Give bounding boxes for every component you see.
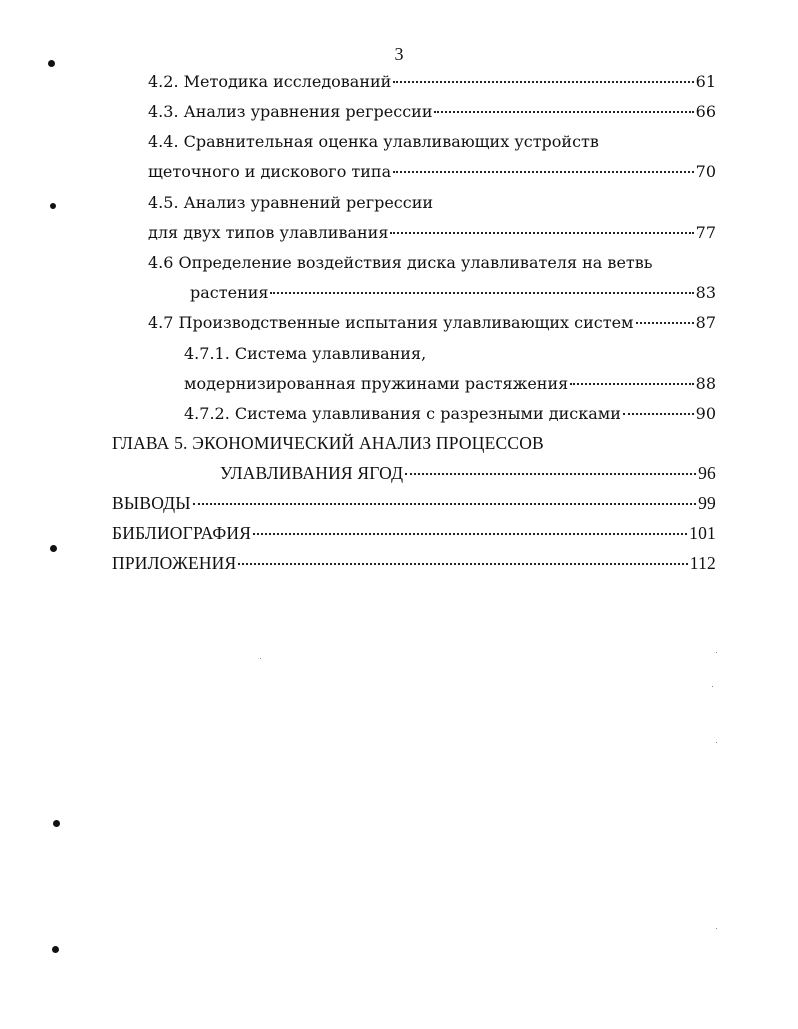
scan-speck (716, 928, 717, 929)
toc-entry-4-3 (148, 102, 716, 122)
toc-entry-label: для двух типов улавливания (148, 223, 389, 242)
toc-entry-label: модернизированная пружинами растяжения (184, 374, 569, 393)
toc-entry-label: 4.7.2. Система улавливания с разрезными дисками (184, 404, 621, 423)
toc-entry-page: 99 (698, 493, 716, 513)
toc-bibliography (112, 523, 716, 543)
toc-entry-4-6 (190, 283, 716, 303)
toc-entry-label: 4.7.1. Система улавливания, (184, 344, 427, 363)
toc-entry-label: ПРИЛОЖЕНИЯ (112, 553, 237, 573)
toc-entry-label: 4.3. Анализ уравнения регрессии (148, 102, 433, 121)
toc-entry-label: ГЛАВА 5. ЭКОНОМИЧЕСКИЙ АНАЛИЗ ПРОЦЕССОВ (112, 433, 544, 453)
toc-entry-page: 61 (695, 72, 716, 91)
page-number: 3 (394, 44, 404, 64)
toc-entry-label: 4.6 Определение воздействия диска улавливателя на ветвь (148, 253, 653, 272)
dot-leader (434, 110, 693, 113)
toc-entry-4-7-1 (184, 374, 716, 394)
dot-leader (570, 382, 693, 385)
toc-entry-label: УЛАВЛИВАНИЯ ЯГОД (220, 463, 404, 483)
toc-entry-label: БИБЛИОГРАФИЯ (112, 523, 252, 543)
binding-hole-mark (53, 820, 60, 827)
toc-entry-4-7-2 (184, 404, 716, 424)
toc-entry-page: 112 (689, 553, 716, 573)
scan-speck (716, 742, 717, 743)
toc-conclusions (112, 493, 716, 513)
toc-entry-page: 101 (689, 523, 716, 543)
toc-appendices (112, 553, 716, 573)
dot-leader (238, 562, 687, 565)
toc-entry-label: 4.5. Анализ уравнений регрессии (148, 193, 434, 212)
toc-entry-page: 96 (698, 463, 716, 483)
scan-speck (712, 686, 713, 687)
dot-leader (193, 502, 696, 505)
toc-entry-4-2 (148, 72, 716, 92)
toc-entry-4-7 (148, 313, 716, 333)
toc-entry-label: 4.4. Сравнительная оценка улавливающих устройств (148, 132, 599, 151)
toc-entry-4-4-title (148, 132, 599, 152)
toc-entry-label: щеточного и дискового типа (148, 162, 392, 181)
dot-leader (393, 170, 694, 173)
toc-entry-page: 66 (695, 102, 716, 121)
toc-entry-page: 70 (695, 162, 716, 181)
toc-entry-4-5-title (148, 193, 433, 213)
toc-entry-4-4 (148, 162, 716, 182)
binding-hole-mark (48, 60, 55, 67)
toc-entry-label: растения (190, 283, 269, 302)
toc-entry-label: 4.2. Методика исследований (148, 72, 392, 91)
toc-entry-4-7-1-title (184, 344, 426, 364)
toc-entry-4-5 (148, 223, 716, 243)
dot-leader (253, 532, 687, 535)
scan-speck (716, 652, 717, 653)
binding-hole-mark (50, 545, 57, 552)
binding-hole-mark (52, 946, 59, 953)
dot-leader (405, 472, 696, 475)
toc-entry-4-6-title (148, 253, 652, 273)
dot-leader (270, 291, 693, 294)
toc-chapter-5-title (112, 433, 544, 453)
toc-entry-page: 77 (695, 223, 716, 242)
toc-entry-label: 4.7 Производственные испытания улавливающих систем (148, 313, 634, 332)
toc-entry-page: 87 (695, 313, 716, 332)
toc-entry-page: 83 (695, 283, 716, 302)
binding-hole-mark (50, 203, 56, 209)
toc-entry-label: ВЫВОДЫ (112, 493, 191, 513)
dot-leader (393, 80, 693, 83)
dot-leader (623, 412, 694, 415)
scan-speck (260, 658, 261, 659)
dot-leader (390, 231, 693, 234)
toc-entry-page: 90 (695, 404, 716, 423)
toc-entry-page: 88 (695, 374, 716, 393)
dot-leader (636, 321, 694, 324)
toc-chapter-5 (220, 463, 716, 483)
